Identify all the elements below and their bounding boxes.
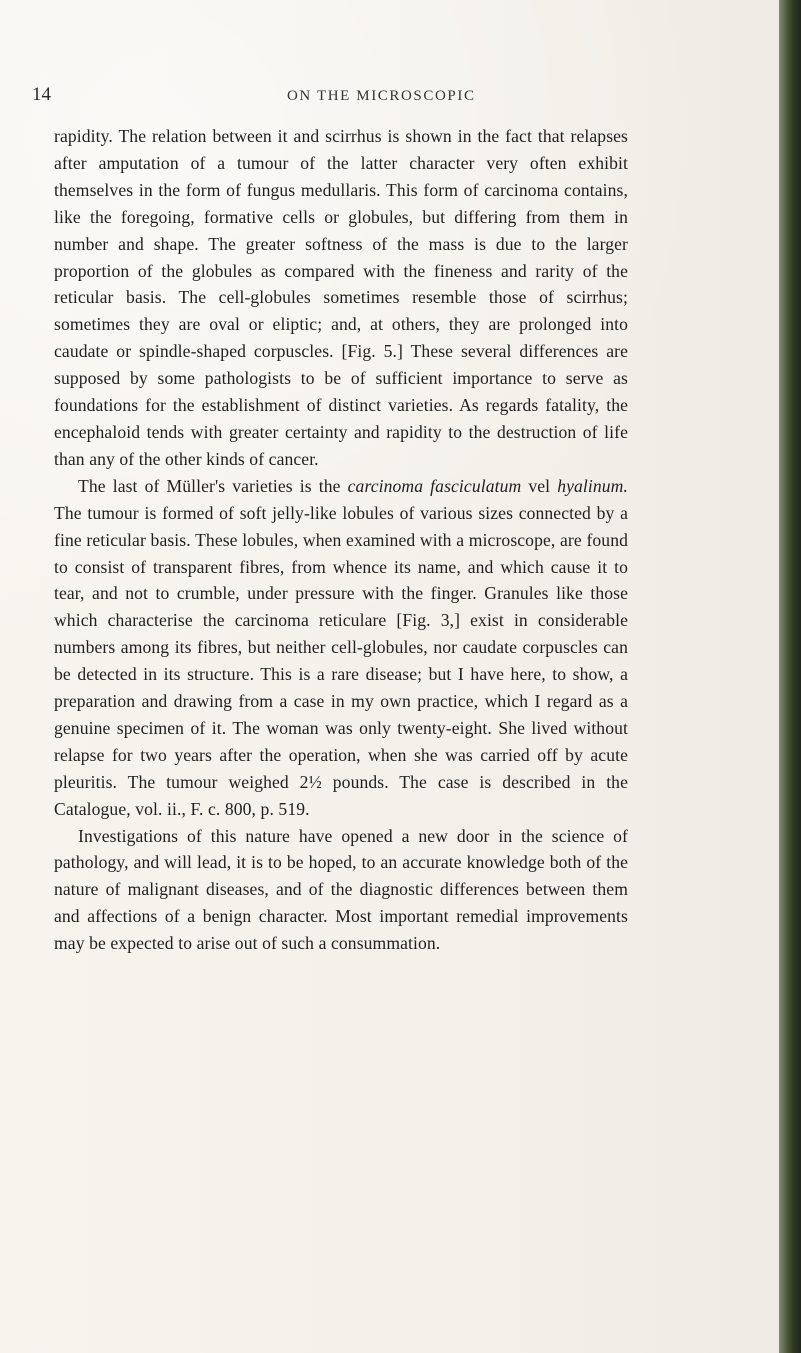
paragraph-2-text-a: The last of Müller's varieties is the: [78, 475, 348, 496]
page-number: 14: [32, 84, 51, 105]
page-header: [0, 84, 780, 114]
paragraph-2-text-c: The tumour is formed of soft jelly-like lobules of various sizes connected by a fine reticular basis. These lobules, when examined with a microscope, are found to consist of transparent fibres, from whence its name, and which cause it to tear, and not to crumble, under pressure with the finger. Granules like those which characterise the carcinoma reticulare [Fig. 3,] exist in considerable numbers among its fibres, but neither cell-globules, nor caudate corpuscles can be detected in its structure. This is a rare disease; but I have here, to show, a preparation and drawing from a case in my own practice, which I regard as a genuine specimen of it. The woman was only twenty-eight. She lived without relapse for two years after the operation, when she was carried off by acute pleuritis. The tumour weighed 2½ pounds. The case is described in the Catalogue, vol. ii., F. c. 800, p. 519.: [54, 502, 628, 819]
paragraph-3: [54, 823, 628, 958]
binding-edge: [779, 0, 801, 1353]
running-title: ON THE MICROSCOPIC: [287, 88, 476, 104]
paragraph-1: [54, 123, 628, 473]
body-text: [54, 123, 628, 957]
carcinoma-fasciculatum-term: carcinoma fasciculatum: [347, 475, 522, 496]
paragraph-2: [54, 473, 628, 823]
paragraph-1-text: rapidity. The relation between it and scirrhus is shown in the fact that relapses after amputation of a tumour of the latter character very often exhibit themselves in the form of fungus medullaris. This form of carcinoma contains, like the foregoing, formative cells or globules, but differing from them in number and shape. The greater softness of the mass is due to the larger proportion of the globules as compared with the fineness and rarity of the reticular basis. The cell-globules sometimes resemble those of scirrhus; sometimes they are oval or eliptic; and, at others, they are prolonged into caudate or spindle-shaped corpuscles. [Fig. 5.] These several differences are supposed by some pathologists to be of sufficient importance to serve as foundations for the establishment of distinct varieties. As regards fatality, the encephaloid tends with greater certainty and rapidity to the destruction of life than any of the other kinds of cancer.: [54, 126, 628, 469]
paragraph-2-text-b: vel: [521, 475, 558, 496]
hyalinum-term: hyalinum.: [557, 475, 628, 496]
paragraph-3-text: Investigations of this nature have opened a new door in the science of pathology, and will lead, it is to be hoped, to an accurate knowledge both of the nature of malignant diseases, and of the diagnostic differences between them and affections of a benign character. Most important remedial improvements may be expected to arise out of such a consummation.: [54, 825, 628, 954]
